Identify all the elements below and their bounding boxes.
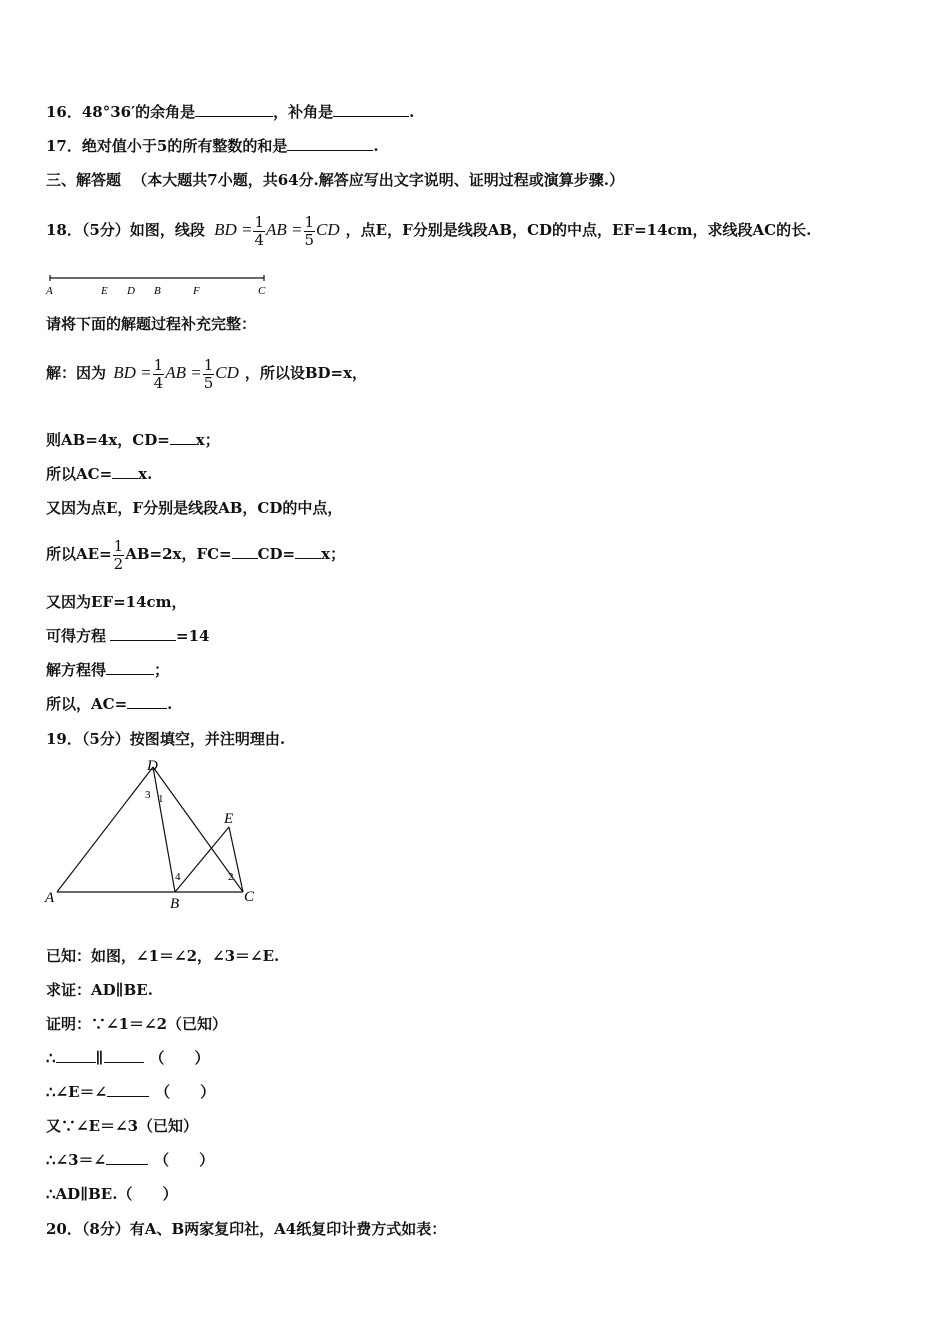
q18-sol-frac2-den: 5	[203, 373, 214, 392]
q18-frac1-den: 4	[254, 230, 264, 249]
angle-4-label: 4	[175, 871, 181, 883]
q19-proof-3	[46, 1081, 215, 1103]
q18-step1-end: x；	[195, 431, 220, 449]
section-3-heading	[46, 169, 624, 191]
line-ad	[57, 767, 153, 892]
q18-step6-blank[interactable]	[110, 626, 176, 641]
q18-sol-frac1-num: 1	[153, 355, 164, 374]
label-f: F	[193, 285, 200, 297]
q19-number: 19．	[46, 730, 82, 748]
q18-step7-b: ；	[154, 661, 170, 679]
q18-step-6	[46, 625, 209, 647]
q20-number: 20．	[46, 1220, 82, 1238]
q18-step7-blank[interactable]	[106, 660, 154, 675]
q18-score: （5分）如图，线段	[81, 221, 205, 239]
q18-sol-frac-2	[203, 357, 215, 392]
q20-text: （8分）有A、B两家复印社，A4纸复印计费方式如表：	[81, 1220, 447, 1238]
q18-step4-frac	[113, 538, 125, 573]
q18-frac-1	[253, 214, 265, 249]
q19-proof5-b: （ ）	[154, 1151, 215, 1169]
q16-end: .	[409, 103, 415, 121]
segment-figure	[44, 270, 274, 298]
q16-blank-1[interactable]	[195, 102, 273, 117]
q16-blank-2[interactable]	[333, 102, 409, 117]
q18-frac2-num: 1	[304, 212, 315, 231]
q18-step4-blank-2[interactable]	[295, 544, 321, 559]
label-c: C	[258, 285, 266, 297]
q19-prove: 求证：AD∥BE.	[46, 981, 153, 999]
q18-rest: ，点E，F分别是线段AB，CD的中点，EF=14cm，求线段AC的长.	[345, 221, 812, 239]
q19-proof2-blank-2[interactable]	[104, 1048, 144, 1063]
section-3-title: 三、解答题	[46, 171, 122, 189]
q18-step2-blank[interactable]	[112, 464, 138, 479]
label-a: A	[46, 285, 53, 297]
line-be	[175, 827, 229, 892]
q18-step8-blank[interactable]	[127, 694, 167, 709]
q18-number: 18．	[46, 221, 82, 239]
q18-step-2	[46, 463, 152, 485]
angle-3-label: 3	[145, 789, 151, 801]
triangle-figure	[40, 755, 270, 915]
q18-step-3: 又因为点E，F分别是线段AB，CD的中点，	[46, 499, 343, 517]
q19-text: （5分）按图填空，并注明理由.	[81, 730, 286, 748]
q18-step6-b: =14	[176, 627, 210, 645]
question-20	[46, 1218, 446, 1240]
q19-proof3-a: ∴∠E＝∠	[46, 1083, 108, 1101]
q18-sol-expr-bd: BD =	[113, 363, 152, 382]
q18-step1-text: 则AB=4x，CD=	[46, 431, 170, 449]
line-db	[153, 767, 175, 892]
q18-step8-a: 所以，AC=	[46, 695, 128, 713]
q18-frac-2	[304, 214, 316, 249]
q18-step4-a: 所以AE=	[46, 545, 112, 563]
question-16	[46, 101, 414, 123]
q18-frac1-num: 1	[254, 212, 264, 231]
label-b: B	[170, 896, 180, 912]
q18-step-1	[46, 429, 220, 451]
q19-proof2-a: ∴	[46, 1049, 56, 1067]
q17-end: .	[373, 137, 379, 155]
q17-text: 绝对值小于5的所有整数的和是	[81, 137, 288, 155]
q18-step2-text: 所以AC=	[46, 465, 113, 483]
q18-expr-ab: AB =	[266, 220, 303, 239]
q18-expr-bd: BD =	[214, 220, 253, 239]
q19-proof-4: 又∵∠E＝∠3（已知）	[46, 1117, 199, 1135]
q18-step6-a: 可得方程	[46, 627, 107, 645]
q18-sol-frac-1	[153, 357, 165, 392]
q19-proof2-blank-1[interactable]	[56, 1048, 96, 1063]
q18-step-8	[46, 693, 172, 715]
q18-sol-frac2-num: 1	[203, 355, 214, 374]
q18-step-7	[46, 659, 169, 681]
q19-proof-2	[46, 1047, 210, 1069]
q18-step4-d: x；	[321, 545, 346, 563]
q18-step7-a: 解方程得	[46, 661, 107, 679]
question-18	[46, 202, 811, 258]
q18-step4-frac-den: 2	[113, 554, 124, 573]
q19-proof5-a: ∴∠3＝∠	[46, 1151, 107, 1169]
q17-number: 17．	[46, 137, 82, 155]
q19-given: 已知：如图，∠1＝∠2，∠3＝∠E.	[46, 947, 280, 965]
label-d: D	[147, 758, 158, 774]
q18-step-4	[46, 526, 345, 582]
q19-proof3-b: （ ）	[155, 1083, 216, 1101]
label-b: B	[154, 285, 161, 297]
label-e: E	[101, 285, 108, 297]
section-3-note: （本大题共7小题，共64分.解答应写出文字说明、证明过程或演算步骤.）	[132, 171, 625, 189]
q16-number: 16．	[46, 103, 82, 121]
label-a: A	[45, 890, 55, 906]
q18-step-5: 又因为EF=14cm，	[46, 593, 187, 611]
q18-expr-cd: CD	[316, 220, 340, 239]
q18-sol-prefix: 解：因为	[46, 364, 107, 382]
q18-step4-frac-num: 1	[113, 536, 124, 555]
angle-1-label: 1	[158, 793, 164, 805]
q18-step4-b: AB=2x，FC=	[125, 545, 232, 563]
q19-proof-1: 证明：∵∠1＝∠2（已知）	[46, 1015, 228, 1033]
q18-step1-blank[interactable]	[170, 430, 196, 445]
q16-text-b: ，补角是	[273, 103, 334, 121]
q19-proof-5	[46, 1149, 214, 1171]
q19-proof3-blank[interactable]	[107, 1082, 149, 1097]
q19-proof5-blank[interactable]	[106, 1150, 148, 1165]
q18-step2-end: x.	[138, 465, 153, 483]
question-17	[46, 135, 379, 157]
q18-step4-c: CD=	[257, 545, 296, 563]
q18-sol-frac1-den: 4	[153, 373, 164, 392]
q18-sol-suffix: ，所以设BD=x，	[244, 364, 368, 382]
q19-proof-6: ∴AD∥BE.（ ）	[46, 1185, 178, 1203]
q18-sol-expr-cd: CD	[215, 363, 239, 382]
label-c: C	[244, 889, 255, 905]
q19-proof2-b: ∥	[95, 1049, 104, 1067]
angle-2-label: 2	[228, 871, 234, 883]
label-e: E	[224, 811, 234, 827]
q18-solution-line	[46, 345, 367, 401]
q16-text-a: 48°36′的余角是	[81, 103, 196, 121]
q17-blank[interactable]	[287, 136, 373, 151]
question-19	[46, 728, 285, 750]
q18-frac2-den: 5	[304, 230, 315, 249]
label-d: D	[127, 285, 135, 297]
q18-instruction: 请将下面的解题过程补充完整：	[46, 315, 257, 333]
q18-sol-expr-ab: AB =	[165, 363, 202, 382]
q18-step8-b: .	[167, 695, 173, 713]
q18-step4-blank-1[interactable]	[232, 544, 258, 559]
q19-proof2-c: （ ）	[149, 1049, 210, 1067]
